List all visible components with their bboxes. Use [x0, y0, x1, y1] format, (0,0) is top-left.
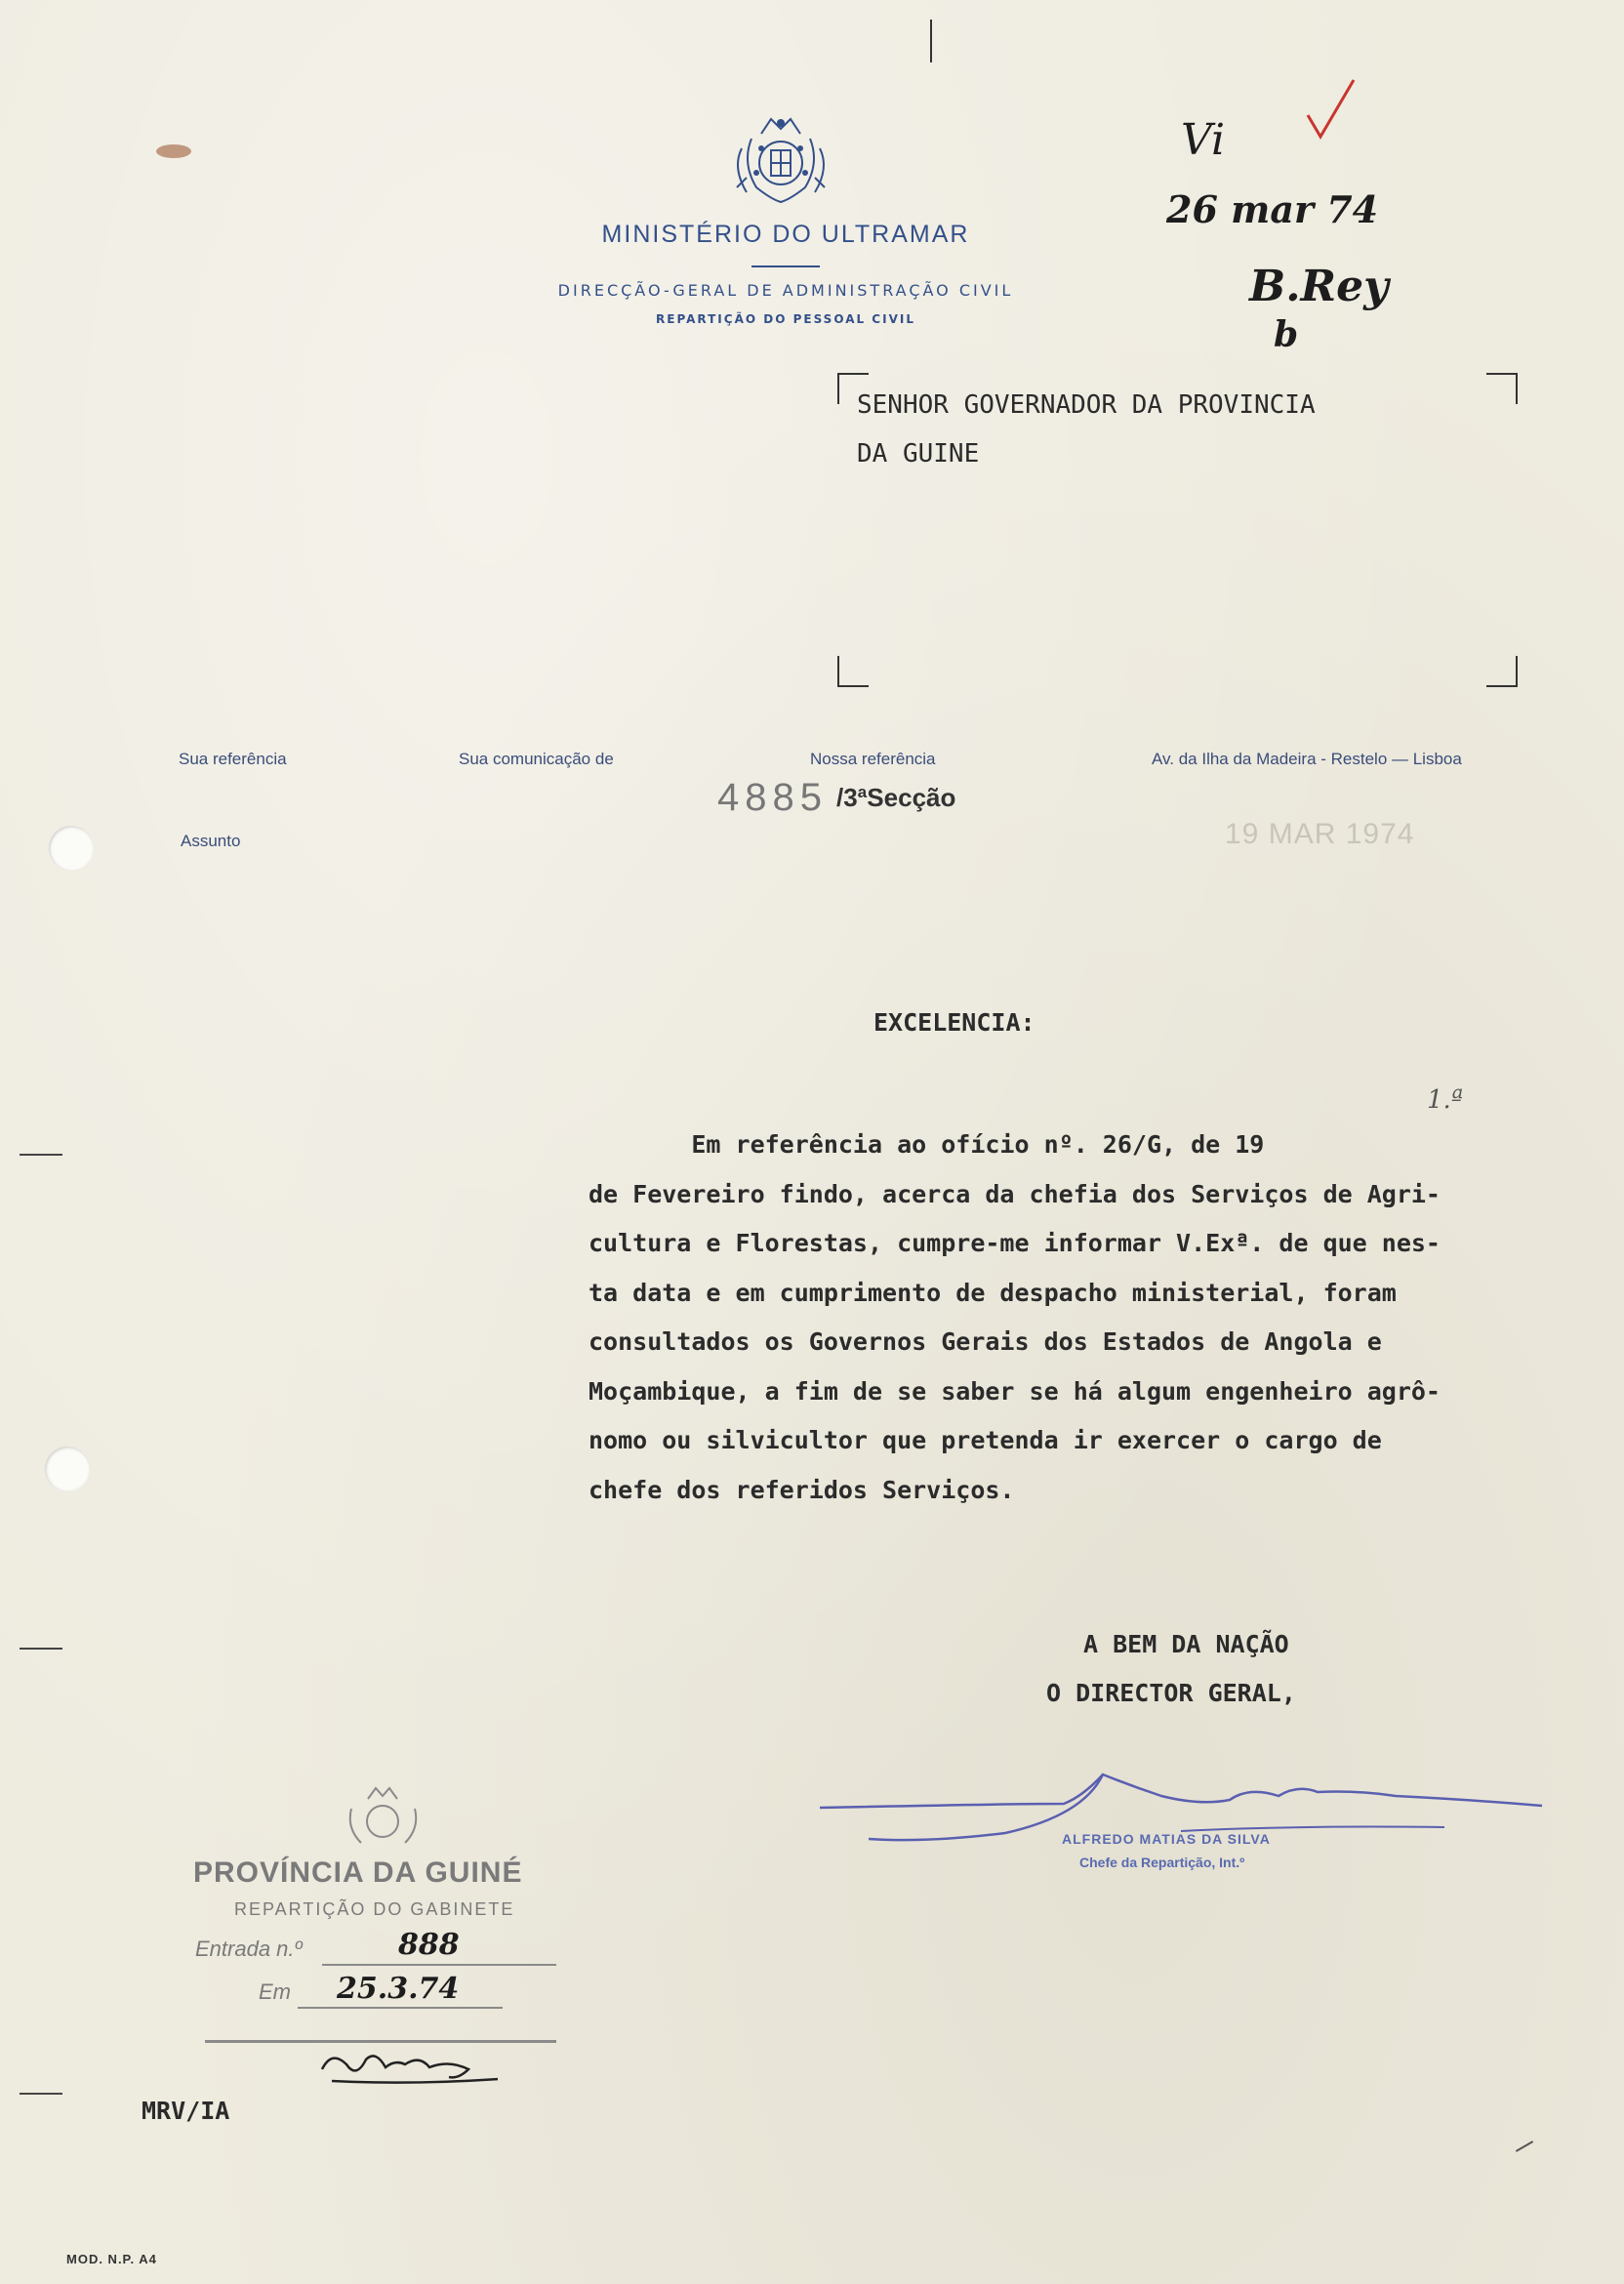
reference-number: 4885	[717, 776, 828, 819]
signatory-title: Chefe da Repartição, Int.º	[1079, 1855, 1245, 1870]
reparticao: REPARTIÇÃO DO PESSOAL CIVIL	[656, 312, 915, 326]
fold-mark	[20, 1648, 62, 1650]
stamp-em-label: Em	[259, 1979, 291, 2004]
coat-of-arms-emblem	[722, 109, 839, 207]
punch-hole-top	[49, 826, 94, 871]
nossa-referencia-label: Nossa referência	[810, 750, 936, 768]
annotation-date: 26 mar 74	[1166, 187, 1379, 231]
body-line: Moçambique, a fim de se saber se há algum engenheiro agrô-	[589, 1376, 1441, 1406]
pen-mark	[1516, 2141, 1533, 2152]
address-corner-top-right	[1486, 373, 1518, 404]
body-line: de Fevereiro findo, acerca da chefia dos Serviços de Agri-	[589, 1179, 1441, 1208]
body-line: nomo ou silvicultor que pretenda ir exercer o cargo de	[589, 1426, 1382, 1454]
closing-line-2: O DIRECTOR GERAL,	[1046, 1679, 1296, 1707]
date-stamp: 19 MAR 1974	[1225, 818, 1415, 850]
sua-referencia-label: Sua referência	[179, 750, 287, 768]
letter-body	[589, 1121, 1579, 1515]
assunto-label: Assunto	[181, 832, 241, 850]
typist-initials: MRV/IA	[142, 2097, 230, 2125]
stamp-emblem	[337, 1784, 429, 1853]
annotation-initials: B.Rey	[1249, 262, 1389, 311]
body-line: Em referência ao ofício nº. 26/G, de 19	[589, 1130, 1265, 1159]
signatory-name: ALFREDO MATIAS DA SILVA	[1062, 1831, 1271, 1847]
stamp-entrada-rule	[322, 1964, 556, 1966]
sua-comunicacao-label: Sua comunicação de	[459, 750, 614, 768]
annotation-vi: Vi	[1181, 115, 1226, 165]
stamp-signature	[312, 2040, 508, 2089]
top-mark	[930, 20, 932, 62]
addressee-line-2: DA GUINE	[857, 439, 980, 469]
closing-line-1: A BEM DA NAÇÃO	[1083, 1630, 1289, 1658]
ministry-name: MINISTÉRIO DO ULTRAMAR	[601, 221, 970, 248]
header-divider	[751, 265, 820, 267]
stamp-reparticao: REPARTIÇÃO DO GABINETE	[234, 1899, 515, 1919]
punch-hole-bottom	[45, 1447, 90, 1491]
body-line: consultados os Governos Gerais dos Estados de Angola e	[589, 1327, 1382, 1356]
addressee-line-1: SENHOR GOVERNADOR DA PROVINCIA	[857, 390, 1316, 420]
fold-mark	[20, 2093, 62, 2095]
rust-stain	[156, 144, 191, 158]
body-line: chefe dos referidos Serviços.	[589, 1475, 1015, 1504]
annotation-b: b	[1274, 314, 1299, 355]
fold-mark	[20, 1154, 62, 1156]
direccao-geral: DIRECÇÃO-GERAL DE ADMINISTRAÇÃO CIVIL	[557, 281, 1014, 300]
body-line: cultura e Florestas, cumpre-me informar V.Exª. de que nes-	[589, 1229, 1441, 1257]
stamp-entrada-value: 888	[398, 1928, 460, 1962]
body-line: ta data e em cumprimento de despacho ministerial, foram	[589, 1278, 1397, 1307]
address-label: Av. da Ilha da Madeira - Restelo — Lisboa	[1152, 750, 1462, 768]
address-corner-bottom-left	[837, 656, 869, 687]
stamp-entrada-label: Entrada n.º	[195, 1937, 303, 1961]
stamp-em-rule	[298, 2007, 503, 2009]
salutation: EXCELENCIA:	[873, 1008, 1035, 1037]
handwritten-insert: 1.ª	[1427, 1085, 1464, 1115]
stamp-em-value: 25.3.74	[337, 1972, 460, 2006]
stamp-province: PROVÍNCIA DA GUINÉ	[193, 1856, 523, 1889]
reference-section: /3ªSecção	[836, 783, 956, 812]
address-corner-bottom-right	[1486, 656, 1518, 687]
form-code: MOD. N.P. A4	[66, 2252, 157, 2266]
red-checkmark	[1303, 76, 1361, 144]
